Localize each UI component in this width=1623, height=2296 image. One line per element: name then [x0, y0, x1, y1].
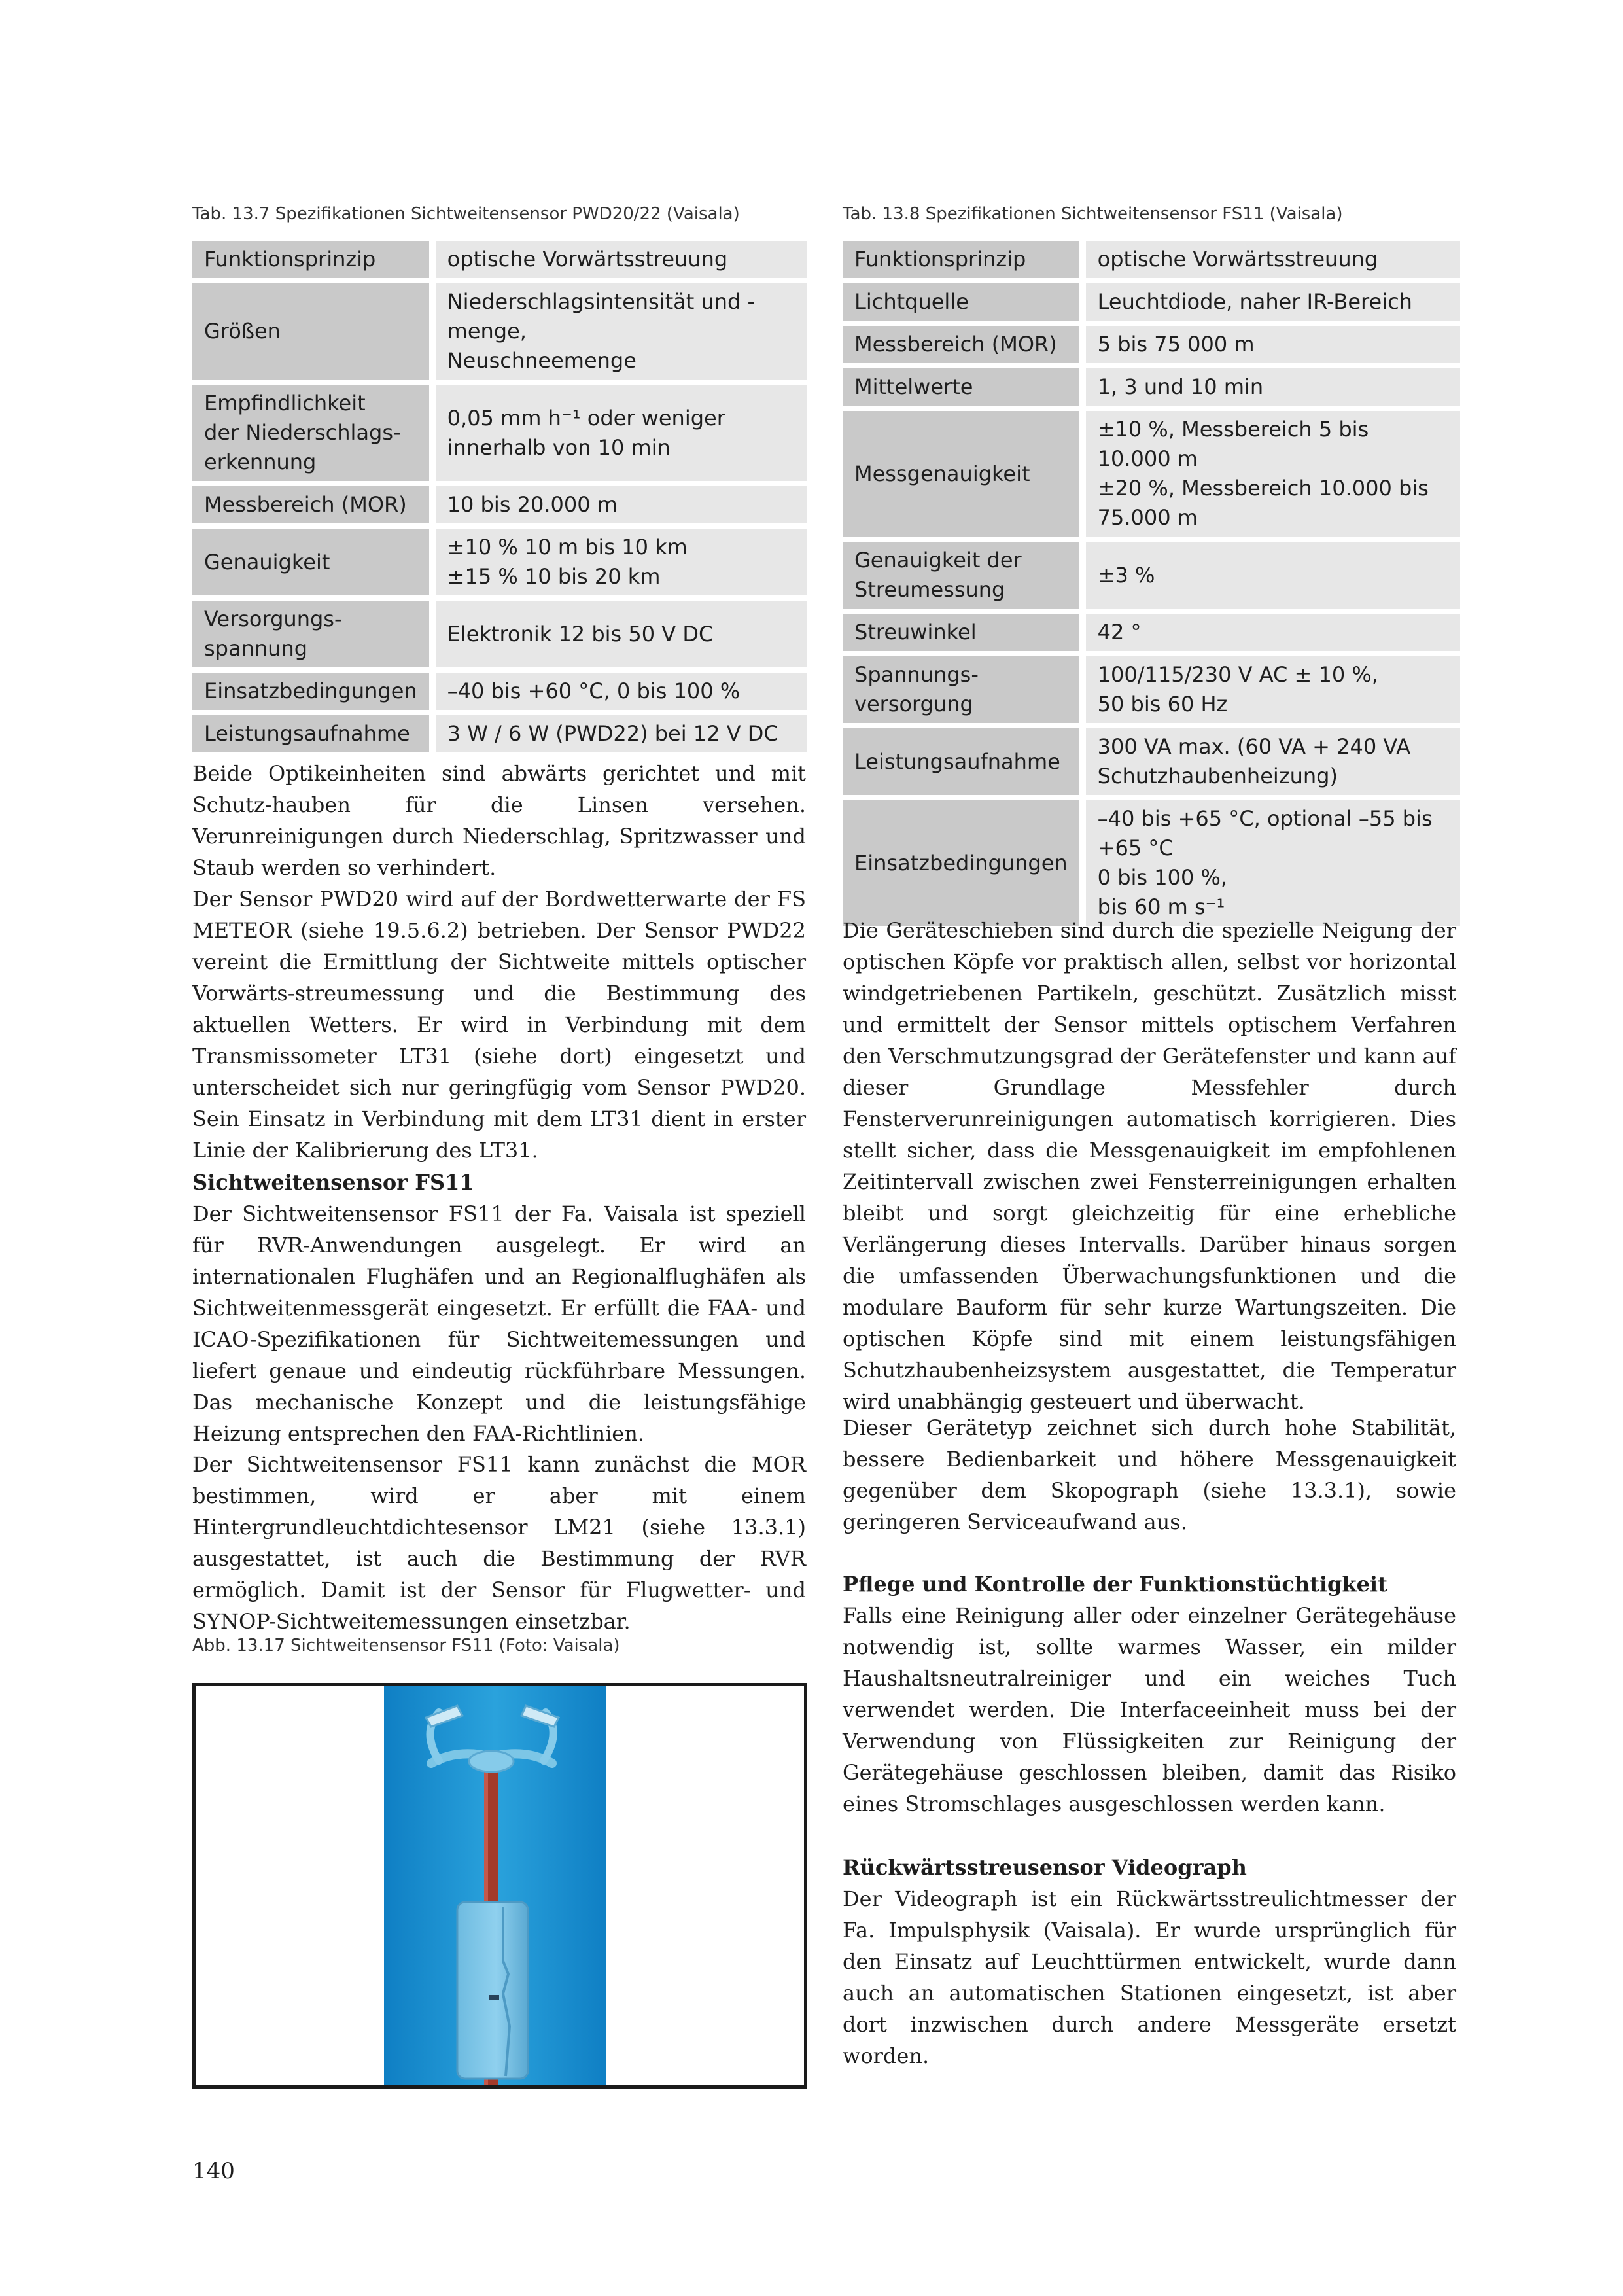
table-row: [843, 368, 1460, 406]
row-label: Leistungsaufnahme: [192, 715, 436, 752]
table-13-7-caption: Tab. 13.7 Spezifikationen Sichtweitensensor PWD20/22 (Vaisala): [192, 204, 740, 224]
table-row: [843, 800, 1460, 926]
paragraph-pflege: Falls eine Reinigung aller oder einzelner Gerätegehäuse notwendig ist, sollte warmes Wasser, ein milder Haushaltsneutralreiniger und ein weiches Tuch verwendet werden. Die Interfaceeinheit muss bei der Verwendung von Flüssigkeiten zur Reinigung der Gerätegehäuse geschlossen bleiben, damit das Risiko eines Stromschlages ausgeschlossen werden kann.: [843, 1603, 1456, 1816]
row-value: 100/115/230 V AC ± 10 %, 50 bis 60 Hz: [1086, 656, 1460, 723]
row-value: 3 W / 6 W (PWD22) bei 12 V DC: [436, 715, 807, 752]
row-label: Streuwinkel: [843, 614, 1086, 651]
row-label: Genauigkeit: [192, 529, 436, 595]
table-row: [843, 614, 1460, 651]
row-label: Messbereich (MOR): [192, 486, 436, 523]
table-row: [843, 283, 1460, 321]
figure-13-17-caption: Abb. 13.17 Sichtweitensensor FS11 (Foto: Vaisala): [192, 1636, 620, 1655]
paragraph-fs11-stability: Dieser Gerätetyp zeichnet sich durch hohe Stabilität, bessere Bedienbarkeit und höhere Messgenauigkeit gegenüber dem Skopograph (siehe 13.3.1), sowie geringeren Serviceaufwand aus.: [843, 1415, 1456, 1534]
row-label: Empfindlichkeit der Niederschlags- erkennung: [192, 385, 436, 481]
table-row: [843, 656, 1460, 723]
table-row: [192, 385, 807, 481]
row-label: Funktionsprinzip: [843, 241, 1086, 278]
page-number: 140: [192, 2158, 235, 2184]
table-13-8-caption: Tab. 13.8 Spezifikationen Sichtweitensensor FS11 (Vaisala): [843, 204, 1343, 224]
row-label: Einsatzbedingungen: [843, 800, 1086, 926]
heading-videograph: Rückwärtsstreusensor Videograph: [843, 1855, 1247, 1880]
row-value: 5 bis 75 000 m: [1086, 326, 1460, 363]
row-label: Messbereich (MOR): [843, 326, 1086, 363]
paragraph-fs11-mor: Der Sichtweitensensor FS11 kann zunächst die MOR bestimmen, wird er aber mit einem Hintergrundleuchtdichtesensor LM21 (siehe 13.3.1) ausgestattet, ist auch die Bestimmung der RVR ermöglich. Damit ist der Sensor für Flugwetter- und SYNOP-Sichtweitemessungen einsetzbar.: [192, 1452, 806, 1634]
row-label: Lichtquelle: [843, 283, 1086, 321]
table-row: [843, 326, 1460, 363]
row-value: optische Vorwärtsstreuung: [1086, 241, 1460, 278]
row-label: Genauigkeit der Streumessung: [843, 542, 1086, 609]
table-row: [192, 673, 807, 710]
table-row: [192, 241, 807, 278]
fs11-sensor-illustration: [196, 1686, 804, 2085]
paragraph-videograph: Der Videograph ist ein Rückwärtsstreulichtmesser der Fa. Impulsphysik (Vaisala). Er wurde ursprünglich für den Einsatz auf Leuchttürmen entwickelt, wurde dann auch an automatischen Stationen eingesetzt, ist aber dort inzwischen durch andere Messgeräte ersetzt worden.: [843, 1886, 1456, 2068]
row-value: Niederschlagsintensität und -menge, Neuschneemenge: [436, 283, 807, 380]
row-label: Mittelwerte: [843, 368, 1086, 406]
row-value: optische Vorwärtsstreuung: [436, 241, 807, 278]
row-value: –40 bis +65 °C, optional –55 bis +65 °C 0 bis 100 %, bis 60 m s⁻¹: [1086, 800, 1460, 926]
row-value: Elektronik 12 bis 50 V DC: [436, 601, 807, 667]
row-label: Einsatzbedingungen: [192, 673, 436, 710]
row-value: 42 °: [1086, 614, 1460, 651]
row-value: –40 bis +60 °C, 0 bis 100 %: [436, 673, 807, 710]
paragraph-optics: Beide Optikeinheiten sind abwärts gerichtet und mit Schutz-hauben für die Linsen versehen. Verunreinigungen durch Niederschlag, Spritzwasser und Staub werden so verhindert.: [192, 761, 806, 880]
table-row: [843, 241, 1460, 278]
table-row: [843, 411, 1460, 537]
enclosure-label: [489, 1995, 499, 2000]
table-row: [192, 283, 807, 380]
table-row: [192, 601, 807, 667]
row-value: 1, 3 und 10 min: [1086, 368, 1460, 406]
row-label: Leistungsaufnahme: [843, 728, 1086, 795]
row-value: ±10 % 10 m bis 10 km ±15 % 10 bis 20 km: [436, 529, 807, 595]
heading-fs11: Sichtweitensensor FS11: [192, 1170, 474, 1195]
sensor-photo: [192, 1683, 807, 2089]
paragraph-fs11: Der Sichtweitensensor FS11 der Fa. Vaisala ist speziell für RVR-Anwendungen ausgelegt. Er wird an internationalen Flughäfen und an Regionalflughäfen als Sichtweitenmessgerät eingesetzt. Er erfüllt die FAA- und ICAO-Spezifikationen für Sichtweitemessungen und liefert genaue und eindeutig rückführbare Messungen. Das mechanische Konzept und die leistungsfähige Heizung entsprechen den FAA-Richtlinien.: [192, 1201, 806, 1446]
heading-pflege: Pflege und Kontrolle der Funktionstüchtigkeit: [843, 1572, 1387, 1597]
row-value: ±3 %: [1086, 542, 1460, 609]
row-value: 0,05 mm h⁻¹ oder weniger innerhalb von 10 min: [436, 385, 807, 481]
row-value: 300 VA max. (60 VA + 240 VA Schutzhaubenheizung): [1086, 728, 1460, 795]
spec-table-pwd20: [192, 236, 807, 758]
row-label: Funktionsprinzip: [192, 241, 436, 278]
row-label: Messgenauigkeit: [843, 411, 1086, 537]
table-row: [192, 715, 807, 752]
row-value: Leuchtdiode, naher IR-Bereich: [1086, 283, 1460, 321]
table-row: [843, 728, 1460, 795]
paragraph-pwd20: Der Sensor PWD20 wird auf der Bordwetterwarte der FS METEOR (siehe 19.5.6.2) betrieben. Der Sensor PWD22 vereint die Ermittlung der Sichtweite mittels optischer Vorwärts-streumessung und die Bestimmung des aktuellen Wetters. Er wird in Verbindung mit dem Transmissometer LT31 (siehe dort) eingesetzt und unterscheidet sich nur geringfügig vom Sensor PWD20. Sein Einsatz in Verbindung mit dem LT31 dient in erster Linie der Kalibrierung des LT31.: [192, 887, 806, 1163]
row-label: Größen: [192, 283, 436, 380]
paragraph-fs11-design: Die Geräteschieben sind durch die spezielle Neigung der optischen Köpfe vor praktisch allen, selbst vor horizontal windgetriebenen Partikeln, geschützt. Zusätzlich misst und ermittelt der Sensor mittels optischem Verfahren den Verschmutzungsgrad der Gerätefenster und kann auf dieser Grundlage Messfehler durch Fensterverunreinigungen automatisch korrigieren. Dies stellt sicher, dass die Messgenauigkeit im empfohlenen Zeitintervall zwischen zwei Fensterreinigungen erhalten bleibt und sorgt gleichzeitig für eine erhebliche Verlängerung dieses Intervalls. Darüber hinaus sorgen die umfassenden Überwachungsfunktionen und die modulare Bauform für sehr kurze Wartungszeiten. Die optischen Köpfe sind mit einem leistungsfähigen Schutzhaubenheizsystem ausgestattet, die Temperatur wird unabhängig gesteuert und überwacht.: [843, 918, 1456, 1414]
spec-table-fs11: [843, 236, 1460, 931]
row-label: Spannungs- versorgung: [843, 656, 1086, 723]
table-row: [843, 542, 1460, 609]
row-value: 10 bis 20.000 m: [436, 486, 807, 523]
sensor-enclosure: [457, 1902, 528, 2079]
table-row: [192, 486, 807, 523]
row-label: Versorgungs- spannung: [192, 601, 436, 667]
table-row: [192, 529, 807, 595]
row-value: ±10 %, Messbereich 5 bis 10.000 m ±20 %, Messbereich 10.000 bis 75.000 m: [1086, 411, 1460, 537]
